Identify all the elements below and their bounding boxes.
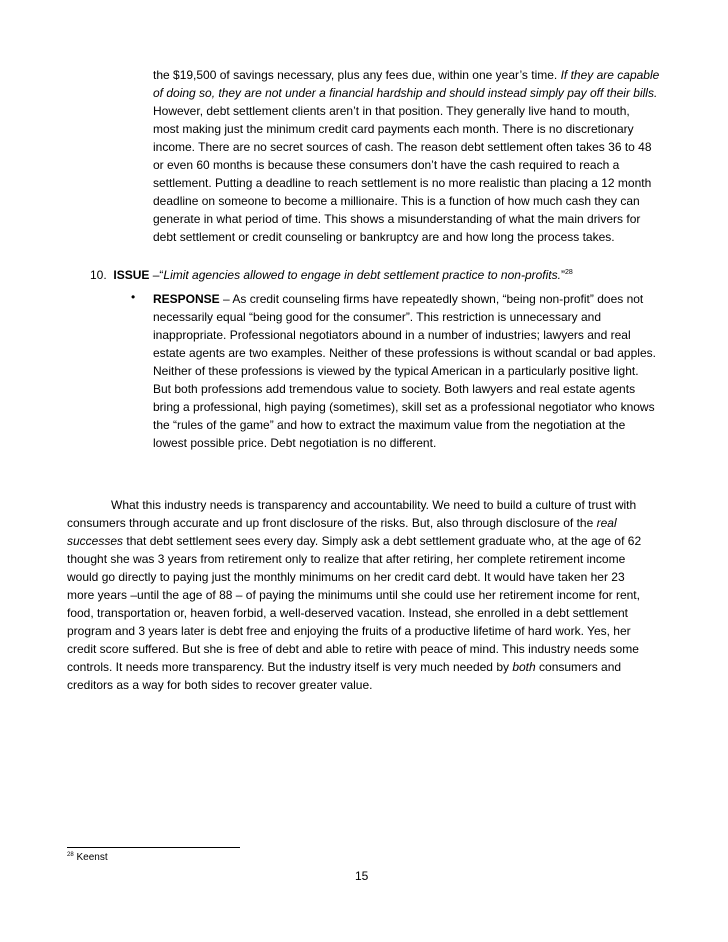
- bullet-icon: •: [131, 290, 136, 304]
- response-label: RESPONSE: [153, 292, 220, 306]
- continuation-line: most making just the minimum credit card payments each month. There is no discretionary: [153, 122, 634, 136]
- closing-line: would go directly to paying just the monthly minimums on her credit card debt. It would have taken her 23: [67, 570, 625, 584]
- closing-line: controls. It needs more transparency. But the industry itself is very much needed by both consumers and: [67, 660, 622, 674]
- issue-label: ISSUE: [113, 268, 150, 282]
- closing-line: credit score suffered. But she is free of debt and able to retire with peace of mind. This industry needs some: [67, 642, 639, 656]
- response-line: Neither of these professions is viewed by the typical American in a particularly positive light.: [153, 364, 639, 378]
- closing-line: food, transportation or, heaven forbid, a well-deserved vacation. Instead, she enrolled in a debt settlement: [67, 606, 629, 620]
- closing-line: successes that debt settlement sees every day. Simply ask a debt settlement graduate who, at the age of 62: [67, 534, 642, 548]
- response-line: inappropriate. Professional negotiators abound in a number of industries; lawyers and real: [153, 328, 631, 342]
- issue-quote: Limit agencies allowed to engage in debt settlement practice to non-profits.: [163, 268, 561, 282]
- continuation-line: the $19,500 of savings necessary, plus any fees due, within one year’s time. If they are capable: [153, 68, 660, 82]
- footnote-divider: [67, 847, 240, 848]
- continuation-line: income. There are no secret sources of cash. The reason debt settlement often takes 36 to 48: [153, 140, 652, 154]
- response-line: bring a professional, high paying (sometimes), skill set as a professional negotiator who knows: [153, 400, 655, 414]
- response-line: But both professions add tremendous value to society. Both lawyers and real estate agents: [153, 382, 636, 396]
- response-line: the “rules of the game” and how to extract the maximum value from the negotiation at the: [153, 418, 626, 432]
- continuation-line: However, debt settlement clients aren’t in that position. They generally live hand to mouth,: [153, 104, 630, 118]
- continuation-line: of doing so, they are not under a financial hardship and should instead simply pay off their bills.: [153, 86, 658, 100]
- page-number: 15: [355, 869, 369, 883]
- closing-line: consumers through accurate and up front disclosure of the risks. But, also through disclosure of the real: [67, 516, 617, 530]
- response-line: lowest possible price. Debt negotiation is no different.: [153, 436, 437, 450]
- footnote-reference: 28: [564, 269, 573, 276]
- closing-line: more years –until the age of 88 – of paying the minimums until she could use her retirement income for rent,: [67, 588, 640, 602]
- continuation-line: or even 60 months is because these consumers don’t have the cash required to reach a: [153, 158, 620, 172]
- response-line: RESPONSE – As credit counseling firms have repeatedly shown, “being non-profit” does not: [153, 292, 644, 306]
- response-line: estate agents are two examples. Neither of these professions is without scandal or bad apples.: [153, 346, 656, 360]
- continuation-paragraph: [153, 66, 659, 246]
- response-line: necessarily equal “being good for the consumer”. This restriction is unnecessary and: [153, 310, 602, 324]
- closing-line: creditors as a way for both sides to recover greater value.: [67, 678, 373, 692]
- issue-heading: 10. ISSUE –“Limit agencies allowed to engage in debt settlement practice to non-profits.”$^{28}$: [90, 268, 573, 282]
- footnote-text: Keenst: [73, 852, 108, 863]
- continuation-line: deadline on someone to become a millionaire. This is a function of how much cash they can: [153, 194, 640, 208]
- continuation-line: generate in what period of time. This shows a misunderstanding of what the main drivers for: [153, 212, 641, 226]
- closing-line: What this industry needs is transparency and accountability. We need to build a culture of trust with: [111, 498, 637, 512]
- footnote: [67, 852, 108, 864]
- response-paragraph: [153, 290, 656, 452]
- continuation-line: debt settlement or credit counseling or bankruptcy are and how long the process takes.: [153, 230, 615, 244]
- footnote-number: 28: [67, 852, 74, 858]
- closing-line: program and 3 years later is debt free and enjoying the fruits of a productive lifetime of hard work. Yes, her: [67, 624, 631, 638]
- closing-paragraph: [67, 496, 641, 694]
- continuation-line: settlement. Putting a deadline to reach settlement is no more realistic than placing a 12 month: [153, 176, 652, 190]
- closing-line: thought she was 3 years from retirement only to realize that after retiring, her complete retirement income: [67, 552, 626, 566]
- issue-number: 10.: [90, 268, 107, 282]
